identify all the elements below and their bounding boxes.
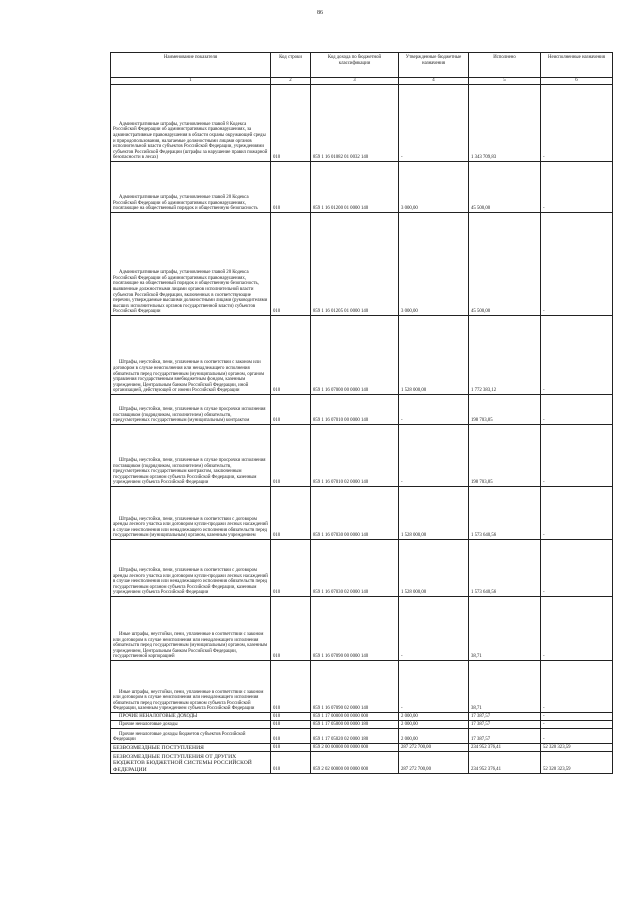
row-approved: 287 272 700,00 bbox=[399, 752, 469, 774]
table-row bbox=[111, 487, 613, 540]
row-name: Штрафы, неустойки, пени, уплаченные в соответствии с договором аренды лесного участка или договором купли-продажи лесных насаждений в случае неисполнения или ненадлежащего исполнения обязательств перед государственным органом субъекта Российской Федерации, казенным учреждением субъекта Российской Федерации bbox=[111, 540, 271, 597]
table-row bbox=[111, 395, 613, 425]
table-row bbox=[111, 744, 613, 752]
table-row bbox=[111, 713, 613, 721]
column-number: 2 bbox=[271, 78, 311, 85]
row-name: Штрафы, неустойки, пени, уплаченные в соответствии с договором аренды лесного участка или договором купли-продажи лесных насаждений в случае неисполнения или ненадлежащего исполнения обязательств перед государственным (муниципальным) органом, казенным учреждением bbox=[111, 487, 271, 540]
row-approved: 287 272 700,00 bbox=[399, 744, 469, 752]
table-row bbox=[111, 597, 613, 661]
table-row bbox=[111, 162, 613, 213]
row-approved: - bbox=[399, 425, 469, 487]
row-approved: 1 528 000,00 bbox=[399, 316, 469, 395]
column-number-row bbox=[111, 78, 613, 85]
row-unexecuted: - bbox=[541, 395, 613, 425]
header-unexecuted: Неисполненные назначения bbox=[541, 53, 613, 78]
table-row bbox=[111, 729, 613, 744]
row-name: Иные штрафы, неустойки, пени, уплаченные в соответствии с законом или договором в случае неисполнения или ненадлежащего исполнения обязательств перед государственным (муниципальным) органом, казенным учреждением, Центральным банком Российской Федерации, государственной корпорацией bbox=[111, 597, 271, 661]
row-executed: 198 703,85 bbox=[469, 425, 541, 487]
table-row bbox=[111, 540, 613, 597]
row-name: Штрафы, неустойки, пени, уплаченные в соответствии с законом или договором в случае неисполнения или ненадлежащего исполнения обязательств перед государственным (муниципальным) органом, органом управления государственным внебюджетным фондом, казенным учреждением, Центральным банком Российской Федерации, иной организацией, действующей от имени Российской Федерации bbox=[111, 316, 271, 395]
row-unexecuted: - bbox=[541, 425, 613, 487]
row-income-code: 859 1 17 00000 00 0000 000 bbox=[311, 713, 399, 721]
row-income-code: 859 1 16 01200 01 0000 140 bbox=[311, 162, 399, 213]
row-executed: 1 772 383,12 bbox=[469, 316, 541, 395]
row-executed: 234 952 376,41 bbox=[469, 744, 541, 752]
row-income-code: 859 1 16 07090 02 0000 140 bbox=[311, 661, 399, 713]
header-name: Наименование показателя bbox=[111, 53, 271, 78]
row-name: Административные штрафы, установленные главой 20 Кодекса Российской Федерации об административных правонарушениях, посягающие на общественный порядок и общественную безопасность bbox=[111, 162, 271, 213]
row-line-code: 010 bbox=[271, 597, 311, 661]
table-row bbox=[111, 213, 613, 316]
row-income-code: 859 1 16 07090 00 0000 140 bbox=[311, 597, 399, 661]
row-income-code: 859 1 16 07000 00 0000 140 bbox=[311, 316, 399, 395]
header-executed: Исполнено bbox=[469, 53, 541, 78]
row-executed: 1 343 709,83 bbox=[469, 85, 541, 162]
row-executed: 17 387,57 bbox=[469, 729, 541, 744]
row-income-code: 859 1 16 01205 01 0000 140 bbox=[311, 213, 399, 316]
row-approved: 2 000,00 bbox=[399, 729, 469, 744]
row-executed: 17 387,57 bbox=[469, 721, 541, 729]
row-income-code: 859 1 16 07030 02 0000 140 bbox=[311, 540, 399, 597]
row-name: Административные штрафы, установленные главой 8 Кодекса Российской Федерации об административных правонарушениях, за административные правонарушения в области охраны окружающей среды и природопользования, налагаемые должностными лицами органов исполнительной власти субъектов Российской Федерации, учреждениями субъектов Российской Федерации (штрафы за нарушение правил пожарной безопасности в лесах) bbox=[111, 85, 271, 162]
column-number: 6 bbox=[541, 78, 613, 85]
header-approved: Утвержденные бюджетные назначения bbox=[399, 53, 469, 78]
row-line-code: 010 bbox=[271, 85, 311, 162]
row-unexecuted: - bbox=[541, 162, 613, 213]
row-executed: 1 573 640,56 bbox=[469, 540, 541, 597]
row-name: Прочие неналоговые доходы бюджетов субъектов Российской Федерации bbox=[111, 729, 271, 744]
row-line-code: 010 bbox=[271, 316, 311, 395]
row-executed: 45 500,00 bbox=[469, 213, 541, 316]
row-approved: 1 528 000,00 bbox=[399, 540, 469, 597]
row-line-code: 010 bbox=[271, 213, 311, 316]
row-unexecuted: - bbox=[541, 721, 613, 729]
row-unexecuted: - bbox=[541, 729, 613, 744]
row-approved: 1 528 000,00 bbox=[399, 487, 469, 540]
header-line-code: Код строки bbox=[271, 53, 311, 78]
budget-execution-table bbox=[110, 52, 613, 774]
row-line-code: 010 bbox=[271, 744, 311, 752]
row-line-code: 010 bbox=[271, 752, 311, 774]
table-row bbox=[111, 85, 613, 162]
column-number: 5 bbox=[469, 78, 541, 85]
row-income-code: 859 1 17 05020 02 0000 180 bbox=[311, 729, 399, 744]
row-executed: 45 500,00 bbox=[469, 162, 541, 213]
row-income-code: 859 1 16 07010 02 0000 140 bbox=[311, 425, 399, 487]
row-executed: 1 573 640,56 bbox=[469, 487, 541, 540]
row-approved: - bbox=[399, 85, 469, 162]
row-unexecuted: - bbox=[541, 661, 613, 713]
page-number: 86 bbox=[317, 10, 323, 16]
row-line-code: 010 bbox=[271, 713, 311, 721]
row-line-code: 010 bbox=[271, 721, 311, 729]
row-income-code: 859 2 02 00000 00 0000 000 bbox=[311, 752, 399, 774]
row-income-code: 859 1 17 05000 00 0000 180 bbox=[311, 721, 399, 729]
row-approved: 2 000,00 bbox=[399, 721, 469, 729]
column-number: 3 bbox=[311, 78, 399, 85]
row-name: БЕЗВОЗМЕЗДНЫЕ ПОСТУПЛЕНИЯ bbox=[111, 744, 271, 752]
row-line-code: 010 bbox=[271, 540, 311, 597]
row-name: Штрафы, неустойки, пени, уплаченные в случае просрочки исполнения поставщиком (подрядчиком, исполнителем) обязательств, предусмотренных государственным контрактом, заключенным государственным органом субъекта Российской Федерации, казенным учреждением субъекта Российской Федерации bbox=[111, 425, 271, 487]
row-name: БЕЗВОЗМЕЗДНЫЕ ПОСТУПЛЕНИЯ ОТ ДРУГИХ БЮДЖЕТОВ БЮДЖЕТНОЙ СИСТЕМЫ РОССИЙСКОЙ ФЕДЕРАЦИИ bbox=[111, 752, 271, 774]
header-income-code: Код дохода по бюджетной классификации bbox=[311, 53, 399, 78]
row-name: Иные штрафы, неустойки, пени, уплаченные в соответствии с законом или договором в случае неисполнения или ненадлежащего исполнения обязательств перед государственным органом субъекта Российской Федерации, казенным учреждением субъекта Российской Федерации bbox=[111, 661, 271, 713]
row-approved: 3 000,00 bbox=[399, 213, 469, 316]
table-row bbox=[111, 721, 613, 729]
row-approved: 2 000,00 bbox=[399, 713, 469, 721]
table-row bbox=[111, 316, 613, 395]
row-executed: 17 387,57 bbox=[469, 713, 541, 721]
row-income-code: 859 1 16 01082 01 0032 140 bbox=[311, 85, 399, 162]
table-row bbox=[111, 425, 613, 487]
row-approved: - bbox=[399, 395, 469, 425]
table-row bbox=[111, 661, 613, 713]
table-row bbox=[111, 752, 613, 774]
column-number: 1 bbox=[111, 78, 271, 85]
row-line-code: 010 bbox=[271, 661, 311, 713]
row-line-code: 010 bbox=[271, 487, 311, 540]
row-line-code: 010 bbox=[271, 395, 311, 425]
row-executed: 38,71 bbox=[469, 597, 541, 661]
row-unexecuted: 52 320 323,59 bbox=[541, 744, 613, 752]
row-unexecuted: - bbox=[541, 597, 613, 661]
row-name: Штрафы, неустойки, пени, уплаченные в случае просрочки исполнения поставщиком (подрядчиком, исполнителем) обязательств, предусмотренных государственным (муниципальным) контрактом bbox=[111, 395, 271, 425]
row-line-code: 010 bbox=[271, 162, 311, 213]
row-income-code: 859 1 16 07030 00 0000 140 bbox=[311, 487, 399, 540]
row-line-code: 010 bbox=[271, 729, 311, 744]
row-approved: - bbox=[399, 597, 469, 661]
row-approved: 3 000,00 bbox=[399, 162, 469, 213]
row-name: Административные штрафы, установленные главой 20 Кодекса Российской Федерации об административных правонарушениях, посягающие на общественный порядок и общественную безопасность, выявленные должностными лицами органов исполнительной власти субъектов Российской Федерации, включенных в соответствующие перечни, утверждаемые высшими должностными лицами (руководителями высших исполнительных органов государственной власти) субъектов Российской Федерации bbox=[111, 213, 271, 316]
table-header-row bbox=[111, 53, 613, 78]
row-executed: 234 952 376,41 bbox=[469, 752, 541, 774]
row-executed: 198 703,85 bbox=[469, 395, 541, 425]
row-income-code: 859 2 00 00000 00 0000 000 bbox=[311, 744, 399, 752]
row-unexecuted: - bbox=[541, 540, 613, 597]
row-unexecuted: - bbox=[541, 713, 613, 721]
row-unexecuted: - bbox=[541, 85, 613, 162]
row-line-code: 010 bbox=[271, 425, 311, 487]
row-unexecuted: - bbox=[541, 213, 613, 316]
row-approved: - bbox=[399, 661, 469, 713]
row-name: ПРОЧИЕ НЕНАЛОГОВЫЕ ДОХОДЫ bbox=[111, 713, 271, 721]
row-unexecuted: - bbox=[541, 487, 613, 540]
row-income-code: 859 1 16 07010 00 0000 140 bbox=[311, 395, 399, 425]
row-name: Прочие неналоговые доходы bbox=[111, 721, 271, 729]
row-executed: 38,71 bbox=[469, 661, 541, 713]
row-unexecuted: - bbox=[541, 316, 613, 395]
column-number: 4 bbox=[399, 78, 469, 85]
row-unexecuted: 52 320 323,59 bbox=[541, 752, 613, 774]
